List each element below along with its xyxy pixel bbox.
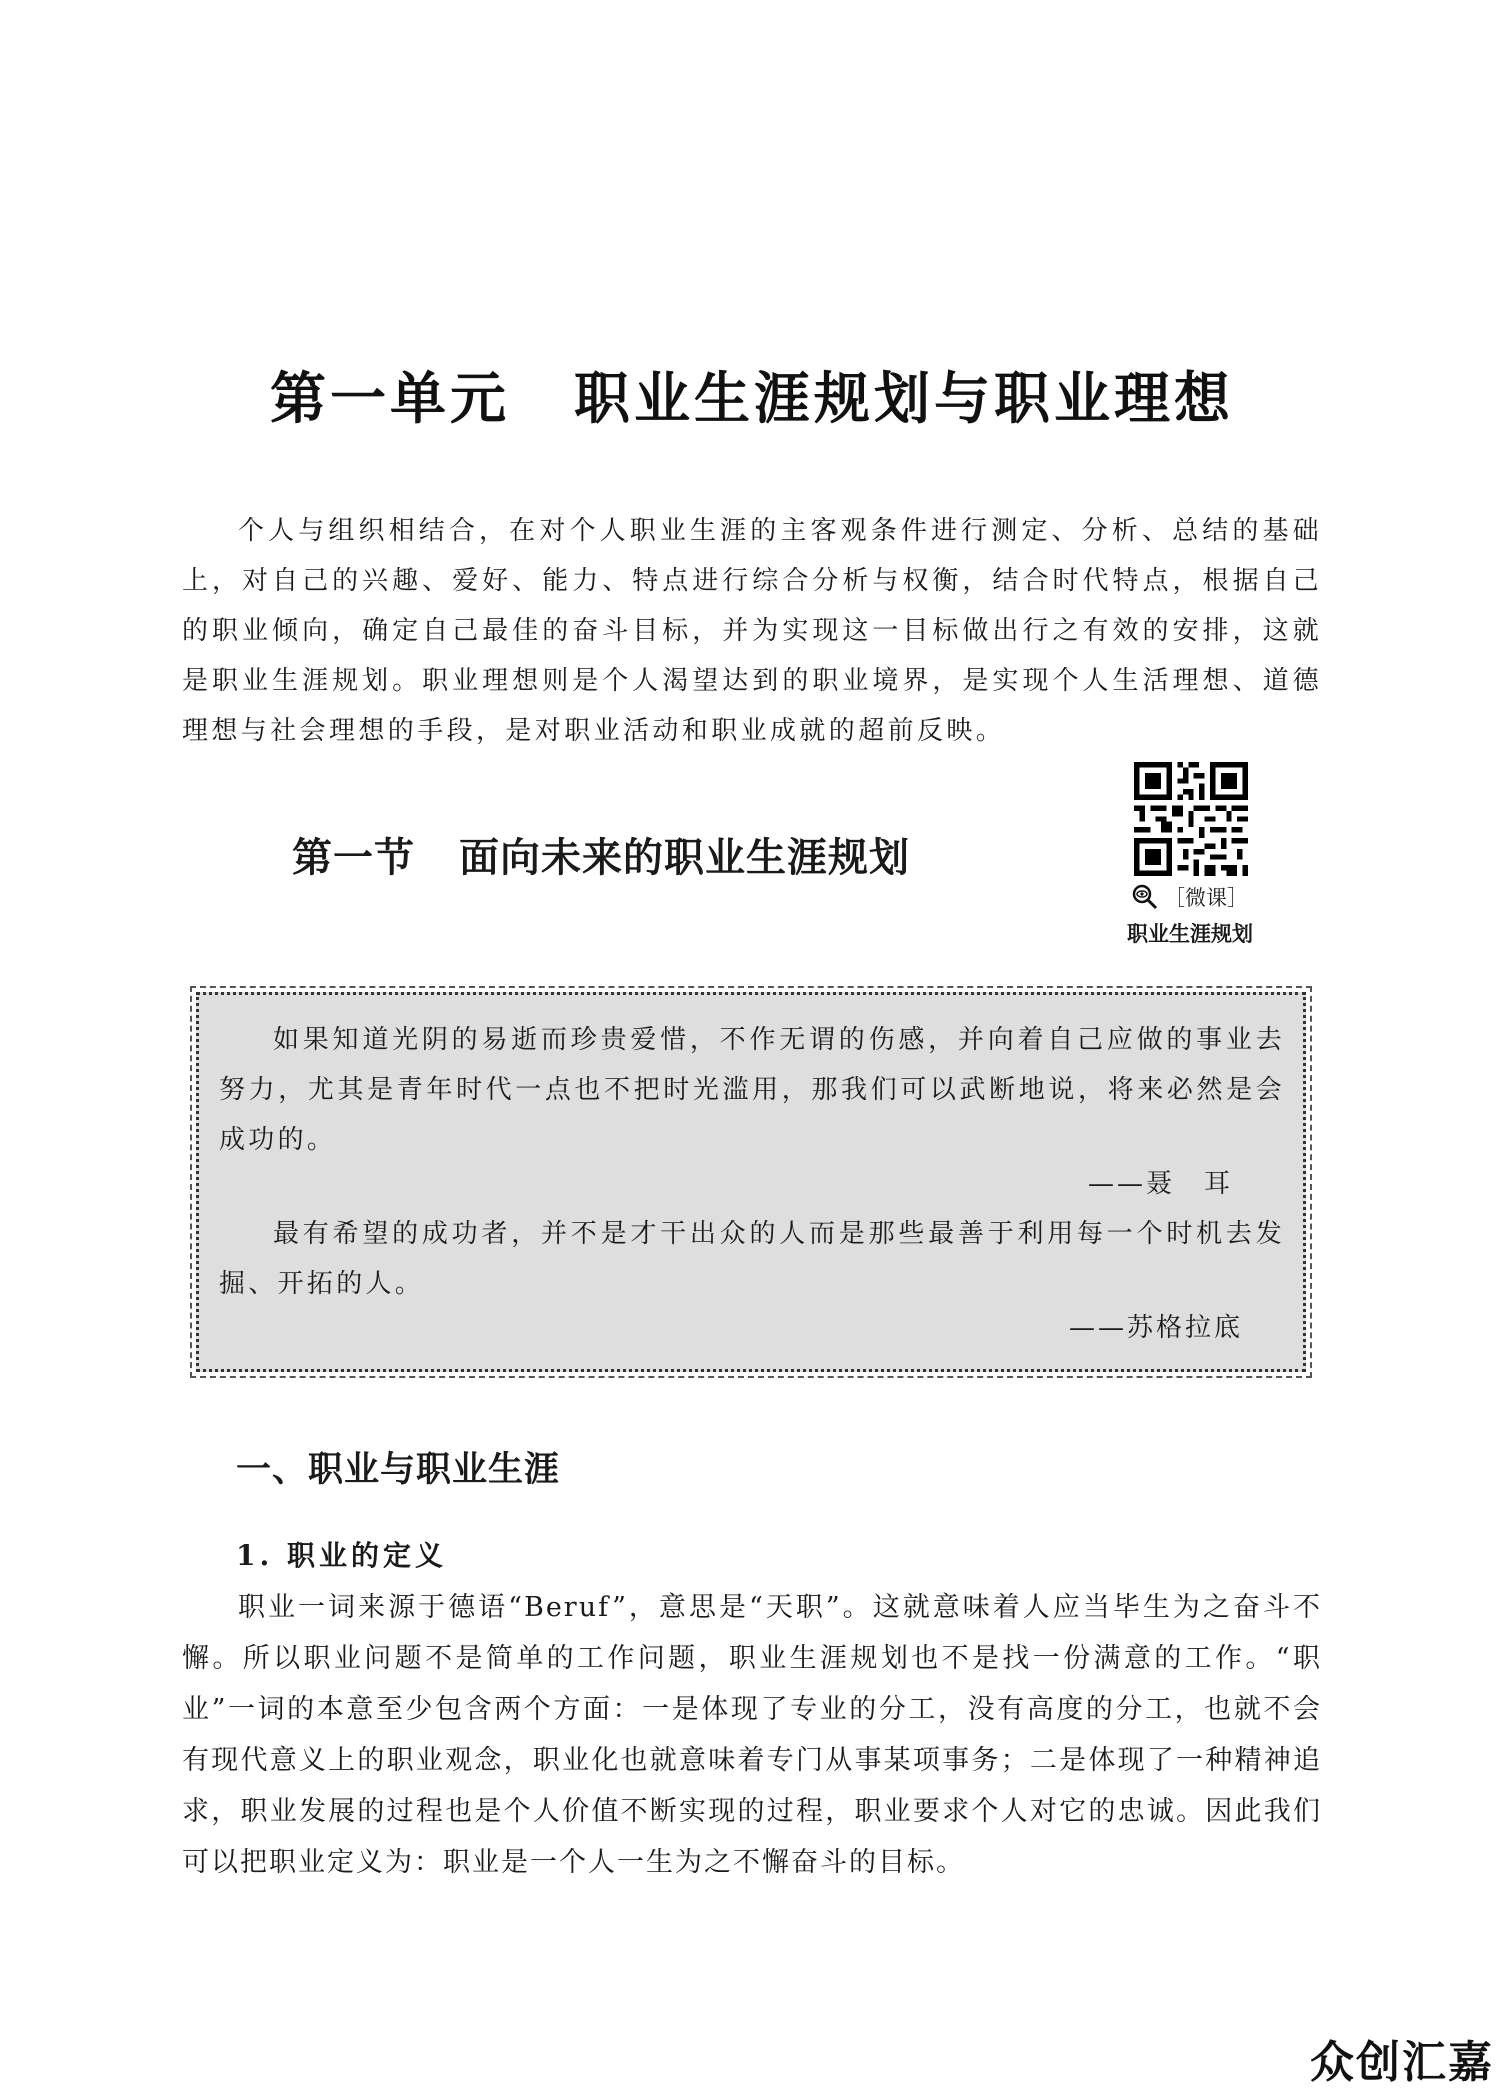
- unit-name: 职业生涯规划与职业理想: [574, 367, 1234, 432]
- heading-level-1: 一、职业与职业生涯: [236, 1450, 561, 1490]
- micro-lesson-qr[interactable]: [1110, 762, 1270, 948]
- heading-level-2: 1. 职业的定义: [236, 1539, 447, 1572]
- publisher-watermark: 众创汇嘉: [1310, 2037, 1494, 2088]
- qr-caption: 职业生涯规划: [1127, 922, 1253, 946]
- qr-code-icon[interactable]: [1134, 762, 1248, 876]
- section-label: 第一节: [292, 834, 415, 881]
- quote-author: ——聂 耳: [1087, 1169, 1233, 1199]
- qr-tag: ［微课］: [1164, 886, 1248, 910]
- qr-tag-row: [1110, 882, 1270, 912]
- body-paragraph: 职业一词来源于德语“Beruf”，意思是“天职”。这就意味着人应当毕生为之奋斗不懈。所以职业问题不是简单的工作问题，职业生涯规划也不是找一份满意的工作。“职业”一词的本意至少包含两个方面：一是体现了专业的分工，没有高度的分工，也就不会有现代意义上的职业观念，职业化也就意味着专门从事某项事务；二是体现了一种精神追求，职业发展的过程也是个人价值不断实现的过程，职业要求个人对它的忠诚。因此我们可以把职业定义为：职业是一个人一生为之不懈奋斗的目标。: [182, 1592, 1322, 1878]
- quote-box: [196, 992, 1306, 1372]
- unit-label: 第一单元: [270, 367, 510, 432]
- intro-paragraph: 个人与组织相结合，在对个人职业生涯的主客观条件进行测定、分析、总结的基础上，对自己的兴趣、爱好、能力、特点进行综合分析与权衡，结合时代特点，根据自己的职业倾向，确定自己最佳的奋斗目标，并为实现这一目标做出行之有效的安排，这就是职业生涯规划。职业理想则是个人渴望达到的职业境界，是实现个人生活理想、道德理想与社会理想的手段，是对职业活动和职业成就的超前反映。: [182, 516, 1322, 746]
- unit-title: [0, 355, 1504, 435]
- quote-author: ——苏格拉底: [1068, 1313, 1243, 1343]
- magnifier-eye-icon: [1132, 884, 1158, 910]
- quote-text: 最有希望的成功者，并不是才干出众的人而是那些最善于利用每一个时机去发掘、开拓的人。: [219, 1219, 1285, 1299]
- section-title: [292, 826, 910, 883]
- quote-text: 如果知道光阴的易逝而珍贵爱惜，不作无谓的伤感，并向着自己应做的事业去努力，尤其是青年时代一点也不把时光滥用，那我们可以武断地说，将来必然是会成功的。: [219, 1025, 1285, 1155]
- section-name: 面向未来的职业生涯规划: [459, 834, 910, 881]
